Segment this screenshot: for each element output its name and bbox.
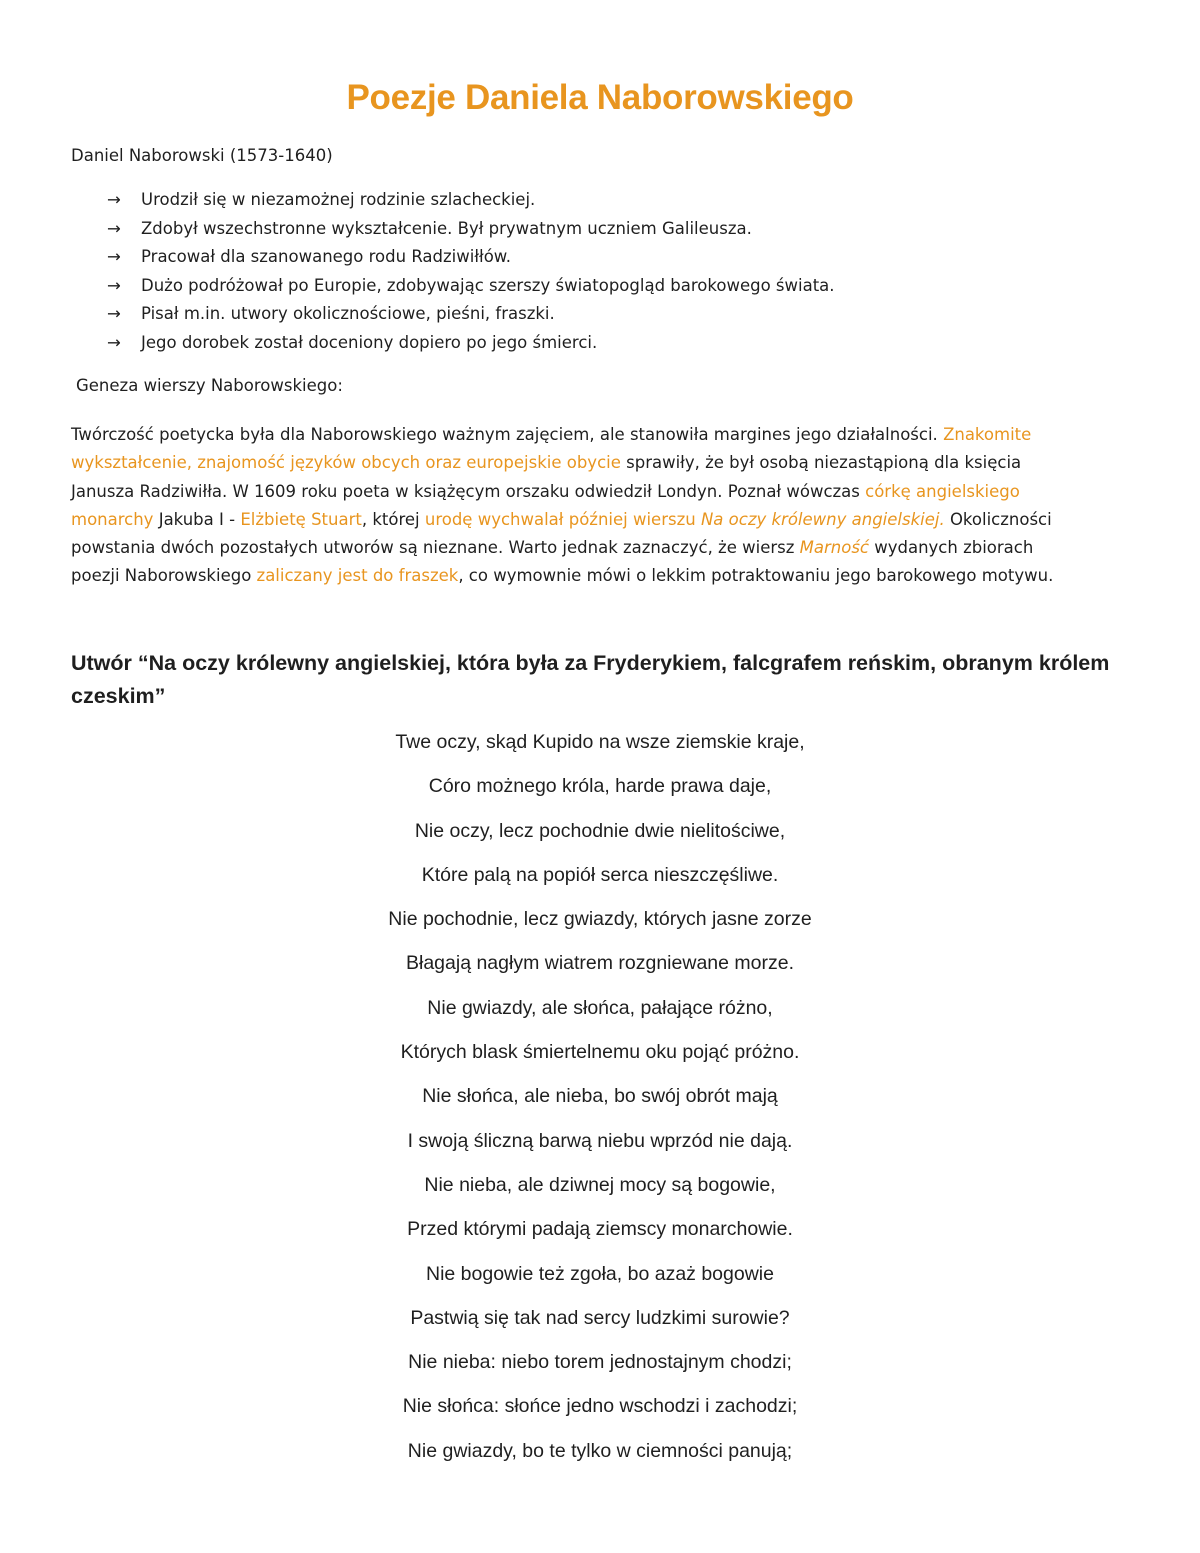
arrow-right-icon: → bbox=[107, 190, 121, 209]
poem-line: Nie nieba, ale dziwnej mocy są bogowie, bbox=[424, 1173, 776, 1196]
poem-line: Których blask śmiertelnemu oku pojąć próżno. bbox=[400, 1041, 800, 1064]
highlight-text: wykształcenie, znajomość języków obcych oraz europejskie obycie bbox=[71, 453, 621, 473]
highlight-text: monarchy bbox=[71, 509, 154, 529]
list-item: → Dużo podróżował po Europie, zdobywając szerszy światopogląd barokowego świata. bbox=[71, 276, 835, 305]
highlight-italic-text: Na oczy królewny angielskiej. bbox=[700, 509, 945, 529]
poem-line: Córo możnego króla, harde prawa daje, bbox=[428, 775, 772, 798]
document-title: Poezje Daniela Naborowskiego bbox=[346, 78, 854, 117]
highlight-text: urodę wychwalał później wierszu bbox=[424, 509, 701, 529]
poem-line: Nie gwiazdy, bo te tylko w ciemności panują; bbox=[407, 1439, 793, 1462]
list-item: → Jego dorobek został doceniony dopiero po jego śmierci. bbox=[71, 333, 835, 362]
geneza-label: Geneza wierszy Naborowskiego: bbox=[76, 376, 343, 395]
arrow-right-icon: → bbox=[107, 247, 121, 266]
poem-line: I swoją śliczną barwą niebu wprzód nie dają. bbox=[407, 1129, 793, 1152]
poem-line: Nie bogowie też zgoła, bo azaż bogowie bbox=[426, 1262, 774, 1285]
poem-line: Błagają nagłym wiatrem rozgniewane morze. bbox=[405, 952, 794, 975]
poem-line: Nie słońca: słońce jedno wschodzi i zachodzi; bbox=[402, 1395, 798, 1418]
highlight-italic-text: Marność bbox=[799, 538, 869, 558]
highlight-text: Elżbietę Stuart bbox=[240, 509, 362, 529]
poem-line: Które palą na popiół serca nieszczęśliwe. bbox=[421, 863, 779, 886]
poem-line: Nie gwiazdy, ale słońca, pałające różno, bbox=[427, 996, 773, 1019]
poem-heading: Utwór “Na oczy królewny angielskiej, która była za Fryderykiem, falcgrafem reńskim, obranym królem czeskim” bbox=[71, 651, 1110, 708]
list-item: → Zdobył wszechstronne wykształcenie. Był prywatnym uczniem Galileusza. bbox=[71, 219, 835, 248]
list-item: → Pracował dla szanowanego rodu Radziwiłłów. bbox=[71, 247, 835, 276]
highlight-text: córkę angielskiego bbox=[865, 481, 1020, 501]
poem-line: Nie nieba: niebo torem jednostajnym chodzi; bbox=[408, 1351, 792, 1374]
list-item: → Urodził się w niezamożnej rodzinie szlacheckiej. bbox=[71, 190, 835, 219]
poem-lines bbox=[0, 727, 1200, 1480]
arrow-right-icon: → bbox=[107, 275, 121, 295]
arrow-right-icon: → bbox=[107, 304, 121, 323]
highlight-text: Znakomite bbox=[943, 425, 1032, 444]
highlight-text: zaliczany jest do fraszek bbox=[256, 566, 459, 586]
list-item: → Pisał m.in. utwory okolicznościowe, pieśni, fraszki. bbox=[71, 304, 835, 333]
bio-bullet-list bbox=[71, 190, 835, 361]
author-line: Daniel Naborowski (1573-1640) bbox=[71, 146, 333, 165]
poem-line: Nie oczy, lecz pochodnie dwie nielitościwe, bbox=[414, 819, 786, 842]
arrow-right-icon: → bbox=[107, 218, 121, 238]
poem-line: Twe oczy, skąd Kupido na wsze ziemskie kraje, bbox=[395, 731, 805, 753]
poem-line: Pastwią się tak nad sercy ludzkimi surowie? bbox=[410, 1306, 790, 1329]
poem-line: Nie pochodnie, lecz gwiazdy, których jasne zorze bbox=[388, 908, 812, 931]
geneza-paragraph: Twórczość poetycka była dla Naborowskiego ważnym zajęciem, ale stanowiła margines jego działalności. Znakomite wykształcenie, znajomość języków obcych oraz europejskie obycie sprawiły, że był osobą niezastąpioną dla księcia Janusza Radziwiłła. W 1609 roku poeta w książęcym orszaku odwiedził Londyn. Poznał wówczas córkę angielskiego monarchy Jakuba I - Elżbietę Stuart, której urodę wychwalał później wierszu Na oczy królewny angielskiej. Okoliczności powstania dwóch pozostałych utworów są nieznane. Warto jednak zaznaczyć, że wiersz Marność wydanych zbiorach poezji Naborowskiego zaliczany jest do fraszek, co wymownie mówi o lekkim potraktowaniu jego barokowego motywu. bbox=[71, 425, 1054, 586]
arrow-right-icon: → bbox=[107, 332, 121, 352]
poem-line: Przed którymi padają ziemscy monarchowie. bbox=[407, 1218, 793, 1241]
poem-line: Nie słońca, ale nieba, bo swój obrót mają bbox=[422, 1085, 778, 1108]
